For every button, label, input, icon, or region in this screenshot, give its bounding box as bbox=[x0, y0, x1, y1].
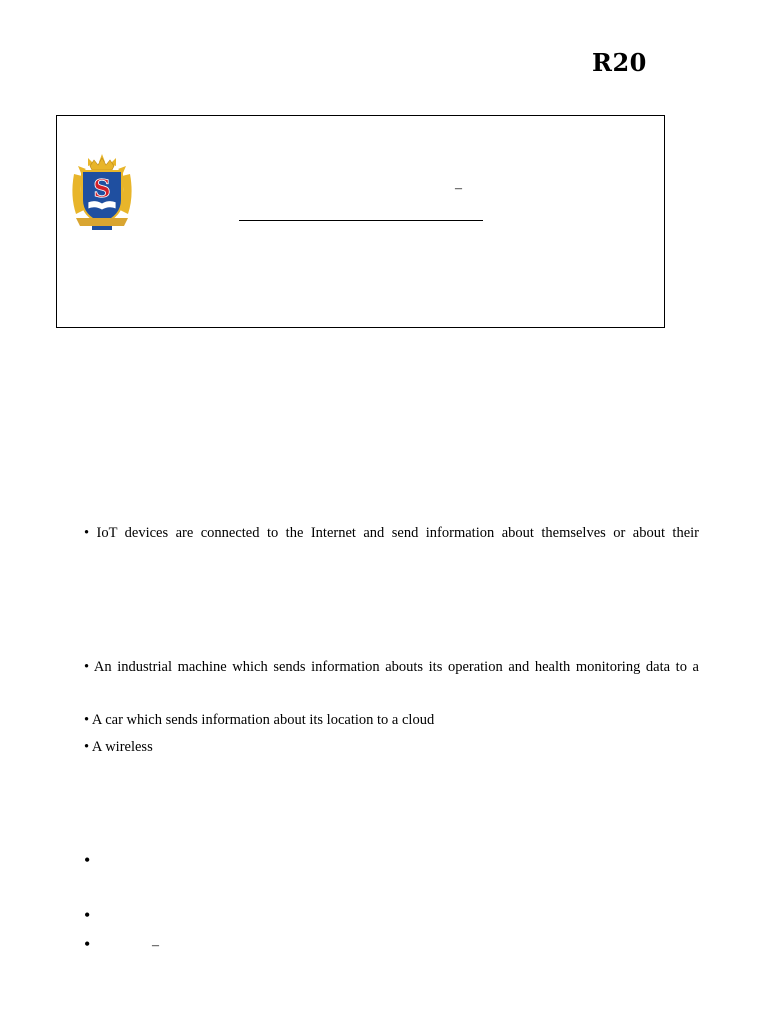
paragraph-wireless: • A wireless bbox=[84, 739, 153, 755]
paragraph-industrial-machine: • An industrial machine which sends information abouts its operation and health monitoring data to a bbox=[84, 659, 699, 675]
title-dash-mark: – bbox=[455, 181, 462, 196]
bullet-dash-mark: – bbox=[152, 938, 159, 953]
college-header-box bbox=[56, 115, 665, 328]
list-bullet: • bbox=[84, 934, 91, 954]
list-bullet: • bbox=[84, 850, 91, 870]
list-bullet: • bbox=[84, 905, 91, 925]
paragraph-car: • A car which sends information about its location to a cloud bbox=[84, 712, 435, 728]
regulation-code: R20 bbox=[592, 48, 647, 77]
title-underline bbox=[239, 220, 483, 221]
college-crest-icon bbox=[66, 152, 138, 232]
svg-text:S: S bbox=[93, 174, 111, 203]
paragraph-iot-devices: • IoT devices are connected to the Internet and send information about themselves or about their bbox=[84, 525, 699, 541]
